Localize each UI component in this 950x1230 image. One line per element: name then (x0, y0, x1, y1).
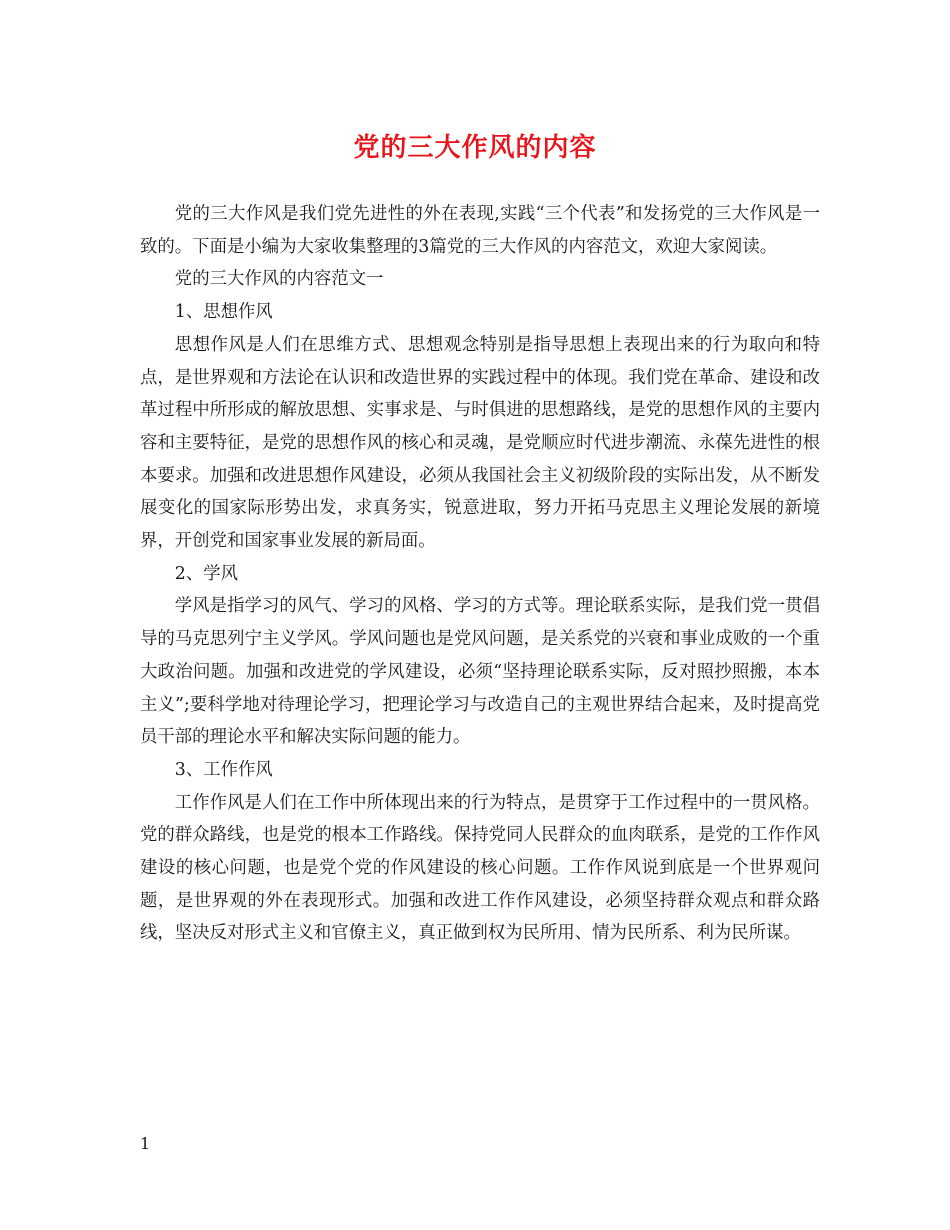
paragraph-thought-style: 思想作风是人们在思维方式、思想观念特别是指导思想上表现出来的行为取向和特点，是世界观和方法论在认识和改造世界的实践过程中的体现。我们党在革命、建设和改革过程中所形成的解放思想、实事求是、与时俱进的思想路线，是党的思想作风的主要内容和主要特征，是党的思想作风的核心和灵魂，是党顺应时代进步潮流、永葆先进性的根本要求。加强和改进思想作风建设，必须从我国社会主义初级阶段的实际出发，从不断发展变化的国家际形势出发，求真务实，锐意进取，努力开拓马克思主义理论发展的新境界，开创党和国家事业发展的新局面。 (140, 334, 820, 552)
document-body (140, 198, 820, 950)
document-title: 党的三大作风的内容 (353, 133, 597, 163)
paragraph-work-style: 工作作风是人们在工作中所体现出来的行为特点，是贯穿于工作过程中的一贯风格。党的群众路线，也是党的根本工作路线。保持党同人民群众的血肉联系，是党的工作作风建设的核心问题，也是党个党的作风建设的核心问题。工作作风说到底是一个世界观问题，是世界观的外在表现形式。加强和改进工作作风建设，必须坚持群众观点和群众路线，坚决反对形式主义和官僚主义，真正做到权为民所用、情为民所系、利为民所谋。 (140, 792, 820, 944)
subheading-thought-style: 1、思想作风 (174, 302, 273, 323)
intro-paragraph: 党的三大作风是我们党先进性的外在表现,实践“三个代表”和发扬党的三大作风是一致的。下面是小编为大家收集整理的3篇党的三大作风的内容范文，欢迎大家阅读。 (140, 204, 820, 257)
paragraph-study-style: 学风是指学习的风气、学习的风格、学习的方式等。理论联系实际，是我们党一贯倡导的马克思列宁主义学风。学风问题也是党风问题，是关系党的兴衰和事业成败的一个重大政治问题。加强和改进党的学风建设，必须“坚持理论联系实际，反对照抄照搬，本本主义”;要科学地对待理论学习，把理论学习与改造自己的主观世界结合起来，及时提高党员干部的理论水平和解决实际问题的能力。 (140, 596, 820, 748)
subheading-work-style: 3、工作作风 (174, 759, 273, 780)
section-heading: 党的三大作风的内容范文一 (174, 269, 384, 290)
subheading-study-style: 2、学风 (174, 563, 239, 584)
page-number: 1 (140, 1134, 151, 1153)
